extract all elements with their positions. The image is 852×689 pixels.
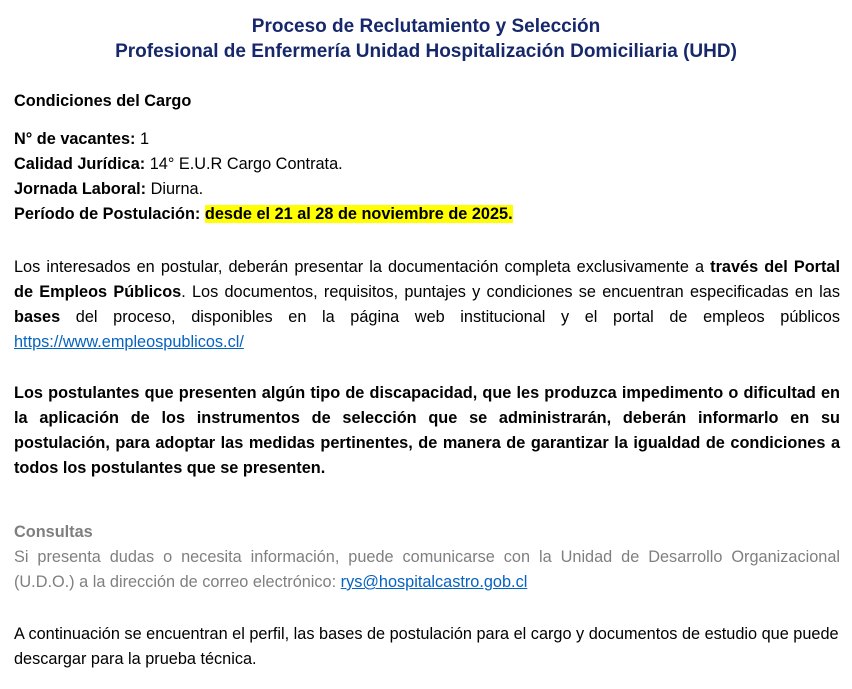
disability-notice: Los postulantes que presenten algún tipo de discapacidad, que les produzca impedimento o dificultad en la aplicación de los instrumentos de selección que se administrarán, deberán informarlo en su postulación, para adoptar las medidas pertinentes, de manera de garantizar la igualdad de condiciones a todos los postulantes que se presenten.	[14, 384, 840, 477]
schedule-label: Jornada Laboral:	[14, 180, 147, 198]
title-line-2: Profesional de Enfermería Unidad Hospitalización Domiciliaria (UHD)	[115, 41, 737, 62]
vacancies-label: N° de vacantes:	[14, 130, 136, 148]
period-row	[14, 202, 840, 227]
empleos-publicos-link[interactable]: https://www.empleospublicos.cl/	[14, 333, 244, 351]
legal-label: Calidad Jurídica:	[14, 155, 146, 173]
instructions-bold-2: bases	[14, 308, 61, 326]
footer-paragraph: A continuación se encuentran el perfil, las bases de postulación para el cargo y documentos de estudio que puede descargar para la prueba técnica.	[14, 625, 839, 668]
schedule-row	[14, 177, 840, 202]
instructions-paragraph	[14, 255, 840, 355]
consultas-heading: Consultas	[14, 523, 93, 541]
title-line-1: Proceso de Reclutamiento y Selección	[251, 16, 601, 37]
vacancies-value: 1	[135, 130, 150, 148]
vacancies-row	[14, 127, 840, 152]
conditions-list	[14, 127, 840, 227]
period-value: desde el 21 al 28 de noviembre de 2025.	[204, 205, 513, 223]
instructions-text-3: del proceso, disponibles en la página web institucional y el portal de empleos públicos	[60, 308, 840, 326]
schedule-value: Diurna.	[146, 180, 204, 198]
conditions-heading: Condiciones del Cargo	[14, 92, 192, 110]
consultas-text: Si presenta dudas o necesita información, puede comunicarse con la Unidad de Desarrollo Organizacional (U.D.O.) a la dirección de correo electrónico:	[14, 548, 840, 591]
period-label: Período de Postulación:	[14, 205, 201, 223]
instructions-bold-1: través del Portal de Empleos Públicos	[14, 258, 840, 301]
consultas-paragraph	[14, 545, 840, 595]
legal-value: 14° E.U.R Cargo Contrata.	[145, 155, 343, 173]
legal-row	[14, 152, 840, 177]
email-link[interactable]: rys@hospitalcastro.gob.cl	[340, 573, 528, 591]
instructions-text-1: Los interesados en postular, deberán presentar la documentación completa exclusivamente a	[14, 258, 711, 276]
instructions-text-2: . Los documentos, requisitos, puntajes y condiciones se encuentran especificadas en las	[181, 283, 840, 301]
